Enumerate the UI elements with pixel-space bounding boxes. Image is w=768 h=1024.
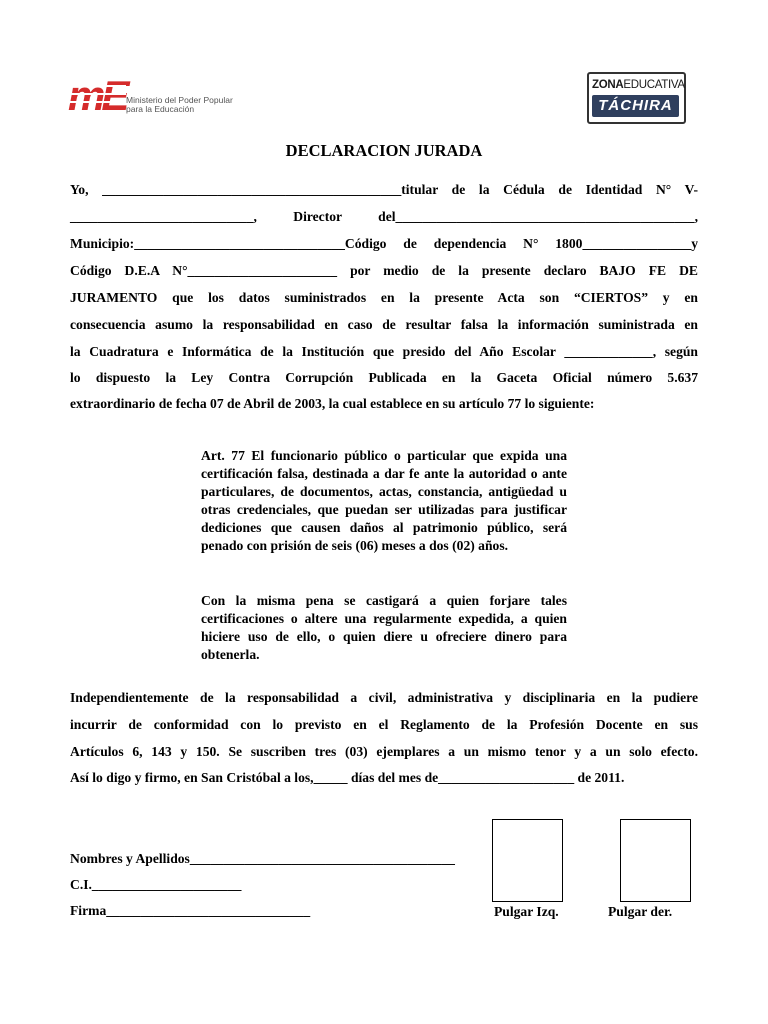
body-line: lo dispuesto la Ley Contra Corrupción Publicada en la Gaceta Oficial número 5.637 <box>70 370 698 385</box>
closing-line: Así lo digo y firmo, en San Cristóbal a los,_____ días del mes de____________________ de 2011. <box>70 770 625 785</box>
body-line: JURAMENTO que los datos suministrados en la presente Acta son “CIERTOS” y en <box>70 290 698 305</box>
body-line: la Cuadratura e Informática de la Institución que presido del Año Escolar _____________, según <box>70 344 698 359</box>
body-line: Yo, ____________________________________________titular de la Cédula de Identidad N° V- <box>70 182 698 197</box>
logo-line-1: Ministerio del Poder Popular <box>126 95 233 105</box>
body-line: Municipio:_______________________________Código de dependencia N° 1800________________y <box>70 236 698 251</box>
names-field: Nombres y Apellidos_______________________________________ <box>70 851 455 866</box>
tachira-banner: TÁCHIRA <box>592 95 679 117</box>
closing-line: Artículos 6, 143 y 150. Se suscriben tres (03) ejemplares a un mismo tenor y a un solo efecto. <box>70 744 698 759</box>
body-line: consecuencia asumo la responsabilidad en caso de resultar falsa la información suministrada en <box>70 317 698 332</box>
left-thumbprint-box <box>492 819 563 902</box>
ministerio-educacion-logo <box>68 72 238 118</box>
right-thumbprint-box <box>620 819 691 902</box>
body-line: extraordinario de fecha 07 de Abril de 2003, la cual establece en su artículo 77 lo siguiente: <box>70 396 595 411</box>
svg-text:mE: mE <box>68 72 126 118</box>
article-77-quote-continuation: Con la misma pena se castigará a quien forjare tales certificaciones o altere una regularmente expedida, a quien hiciere uso de ello, o quien diere u ofreciere dinero para obtenerla. <box>201 593 567 662</box>
article-77-quote: Art. 77 El funcionario público o particular que expida una certificación falsa, destinada a dar fe ante la autoridad o ante particulares, de documentos, actas, constancia, antigüedad u otras credenciales, que puedan ser utilizadas para justificar dediciones que causen daños al patrimonio público, será penado con prisión de seis (06) meses a dos (02) años. <box>201 448 567 553</box>
closing-line: Independientemente de la responsabilidad a civil, administrativa y disciplinaria en la pudiere <box>70 690 698 705</box>
firma-field: Firma______________________________ <box>70 903 311 918</box>
body-line: ___________________________, Director del____________________________________________, <box>70 209 698 224</box>
body-line: Código D.E.A N°______________________ por medio de la presente declaro BAJO FE DE <box>70 263 698 278</box>
zona-educativa-text <box>592 76 685 94</box>
zona-bold: ZONA <box>592 79 624 91</box>
zona-educativa-logo <box>587 72 686 124</box>
left-thumbprint-label: Pulgar Izq. <box>494 904 559 919</box>
document-title: DECLARACION JURADA <box>285 141 483 160</box>
right-thumbprint-label: Pulgar der. <box>608 904 673 919</box>
zona-light: EDUCATIVA <box>623 79 685 91</box>
ci-field: C.I.______________________ <box>70 877 242 892</box>
logo-line-2: para la Educación <box>126 104 195 114</box>
closing-line: incurrir de conformidad con lo previsto en el Reglamento de la Profesión Docente en sus <box>70 717 698 732</box>
